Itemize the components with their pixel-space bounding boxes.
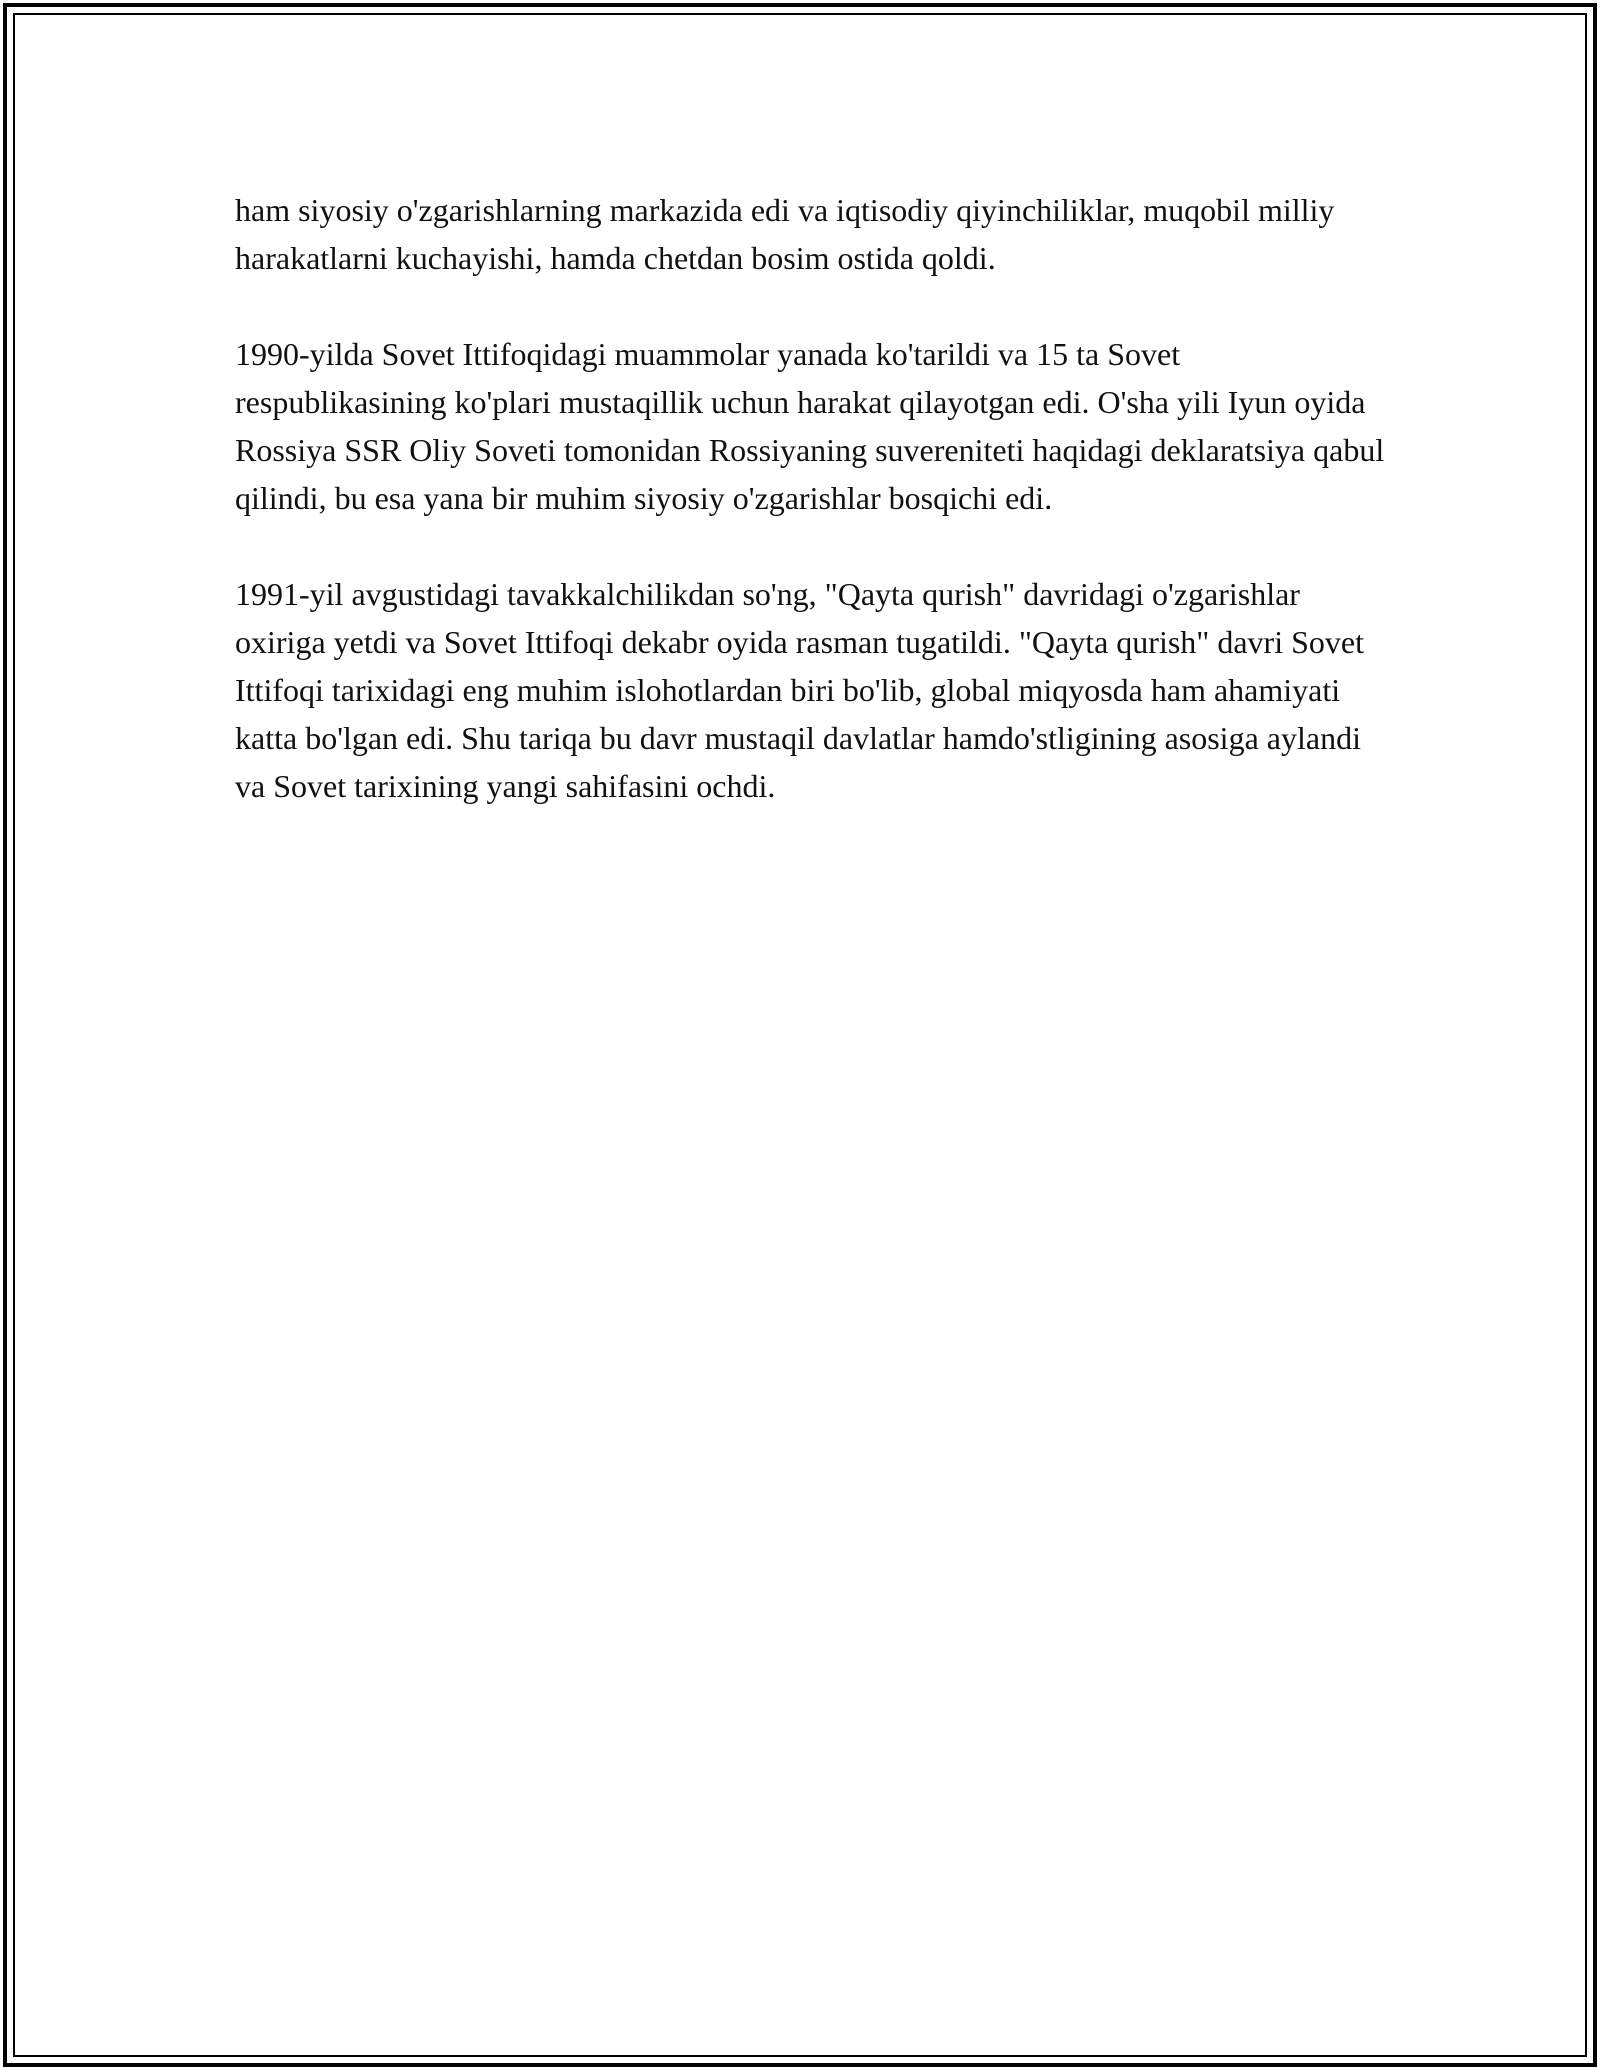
paragraph-2: 1990-yilda Sovet Ittifoqidagi muammolar yanada ko'tarildi va 15 ta Sovet respublikasining ko'plari mustaqillik uchun harakat qilayotgan edi. O'sha yili Iyun oyida Rossiya SSR Oliy Soveti tomonidan Rossiyaning suvereniteti haqidagi deklaratsiya qabul qilindi, bu esa yana bir muhim siyosiy o'zgarishlar bosqichi edi. bbox=[235, 336, 1385, 516]
paragraph-3: 1991-yil avgustidagi tavakkalchilikdan so'ng, "Qayta qurish" davridagi o'zgarishlar oxiriga yetdi va Sovet Ittifoqi dekabr oyida rasman tugatildi. "Qayta qurish" davri Sovet Ittifoqi tarixidagi eng muhim islohotlardan biri bo'lib, global miqyosda ham ahamiyati katta bo'lgan edi. Shu tariqa bu davr mustaqil davlatlar hamdo'stligining asosiga aylandi va Sovet tarixining yangi sahifasini ochdi. bbox=[235, 576, 1364, 804]
paragraph-1: ham siyosiy o'zgarishlarning markazida edi va iqtisodiy qiyinchiliklar, muqobil milliy harakatlarni kuchayishi, hamda chetdan bosim ostida qoldi. bbox=[235, 192, 1335, 276]
document-body bbox=[235, 186, 1385, 858]
